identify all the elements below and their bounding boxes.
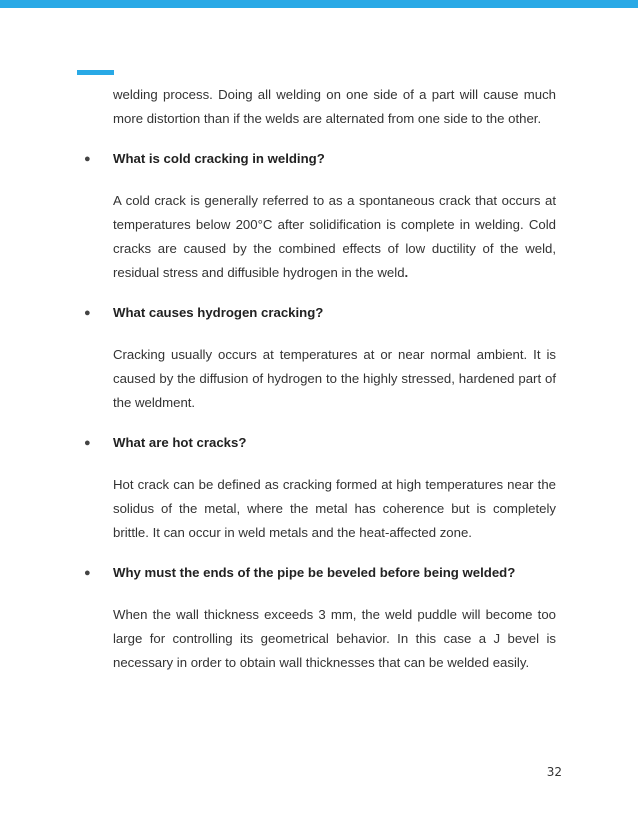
question-text: What causes hydrogen cracking? — [113, 305, 324, 320]
page-content — [82, 83, 556, 675]
bullet-icon: ● — [84, 307, 91, 319]
question-hot-cracks — [82, 431, 556, 455]
answer-cold-cracking: A cold crack is generally referred to as a spontaneous crack that occurs at temperatures below 200°C after solidification is complete in welding. Cold cracks are caused by the combined effects of low ductility of the weld, residual stress and diffusible hydrogen in the weld. — [113, 193, 556, 280]
question-hydrogen-cracking — [82, 301, 556, 325]
answer-hot-cracks: Hot crack can be defined as cracking formed at high temperatures near the solidus of the metal, where the metal has coherence but is completely brittle. It can occur in weld metals and the heat-affected zone. — [113, 477, 556, 540]
question-text: What are hot cracks? — [113, 435, 247, 450]
answer-hydrogen-cracking: Cracking usually occurs at temperatures at or near normal ambient. It is caused by the diffusion of hydrogen to the highly stressed, hardened part of the weldment. — [113, 347, 556, 410]
intro-paragraph: welding process. Doing all welding on one side of a part will cause much more distortion than if the welds are alternated from one side to the other. — [113, 87, 556, 126]
bullet-icon: ● — [84, 567, 91, 579]
question-text: Why must the ends of the pipe be beveled before being welded? — [113, 565, 516, 580]
bullet-icon: ● — [84, 437, 91, 449]
question-cold-cracking — [82, 147, 556, 171]
question-text: What is cold cracking in welding? — [113, 151, 325, 166]
bullet-icon: ● — [84, 153, 91, 165]
question-pipe-beveling — [82, 561, 556, 585]
answer-pipe-beveling: When the wall thickness exceeds 3 mm, the weld puddle will become too large for controlling its geometrical behavior. In this case a J bevel is necessary in order to obtain wall thicknesses that can be welded easily. — [113, 607, 556, 670]
accent-dash — [77, 70, 114, 75]
page-number: 32 — [546, 765, 562, 779]
top-accent-bar — [0, 0, 638, 8]
